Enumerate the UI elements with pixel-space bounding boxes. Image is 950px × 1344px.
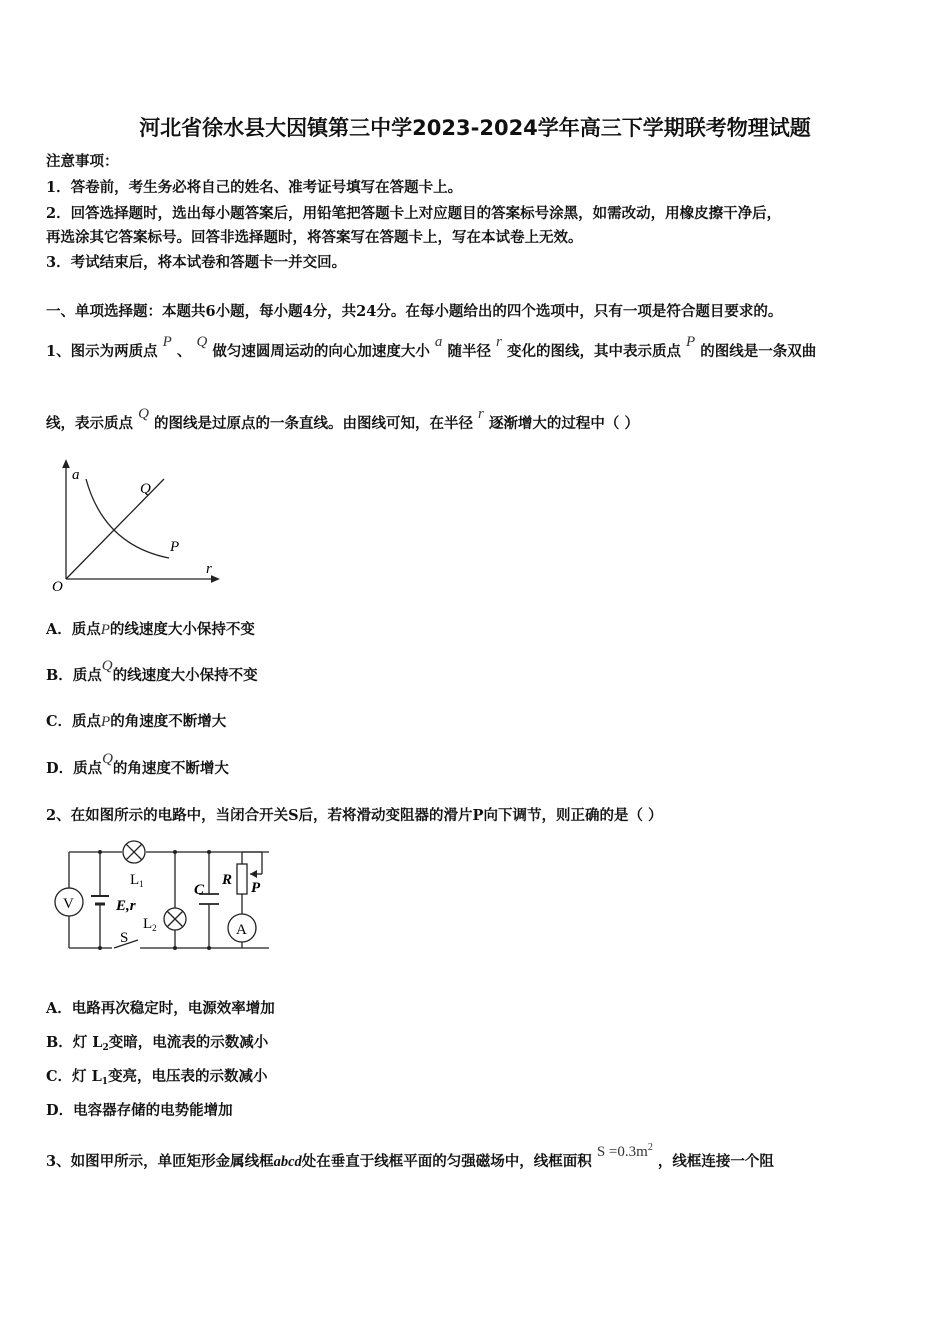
q2-option-c-sub: 1 [101, 1077, 109, 1087]
q1-option-b-var: Q [101, 658, 113, 674]
note-1: 1．答卷前，考生务必将自己的姓名、准考证号填写在答题卡上。 [46, 179, 463, 196]
section-heading: 一、单项选择题：本题共6小题，每小题4分，共24分。在每小题给出的四个选项中，只有一项是符合题目要求的。 [46, 303, 783, 320]
q1-text-8: 逐渐增大的过程中（ ） [488, 415, 639, 432]
q1-option-b-text: 的线速度大小保持不变 [112, 667, 258, 684]
q1-text-7: 的图线是过原点的一条直线。由图线可知，在半径 [153, 415, 473, 432]
q1-text-6: 线，表示质点 [46, 415, 133, 432]
q2-option-c-prefix: C．灯 L [46, 1068, 102, 1085]
q1-option-a-text: 的线速度大小保持不变 [109, 621, 255, 638]
switch-label: S [120, 930, 129, 946]
q1-line-1 [46, 334, 817, 362]
label-q: Q [140, 481, 151, 497]
q1-option-a[interactable] [46, 620, 255, 640]
q1-option-a-prefix: A．质点 [46, 621, 101, 638]
q3-formula: $S =0.3m^2$ [596, 1142, 653, 1160]
q2-stem: 2、在如图所示的电路中，当闭合开关S后，若将滑动变阻器的滑片P向下调节，则正确的是（ ） [46, 807, 663, 824]
q1-var-q2: Q [138, 406, 149, 422]
q2-option-a[interactable]: A．电路再次稳定时，电源效率增加 [46, 1000, 275, 1017]
q2-option-d[interactable]: D．电容器存储的电势能增加 [46, 1102, 233, 1119]
lamp1-label: $L_1$ [130, 872, 144, 889]
q1-option-d[interactable] [46, 751, 229, 779]
q2-option-b-text: 变暗，电流表的示数减小 [108, 1034, 269, 1051]
q1-option-c[interactable] [46, 712, 226, 732]
resistor-r [237, 864, 247, 894]
q1-option-d-prefix: D．质点 [46, 760, 103, 777]
q1-text-2: 做匀速圆周运动的向心加速度大小 [212, 343, 430, 360]
note-3: 3．考试结束后，将本试卷和答题卡一并交回。 [46, 254, 347, 271]
x-axis-label: r [206, 561, 212, 577]
q1-var-r2: r [478, 406, 484, 422]
q1-option-d-var: Q [102, 751, 113, 767]
ammeter-label: A [236, 922, 247, 938]
q2-option-c-text: 变亮，电压表的示数减小 [108, 1068, 268, 1085]
q1-option-d-text: 的角速度不断增大 [112, 760, 229, 777]
q2-option-c[interactable] [46, 1067, 268, 1089]
slider-label: P [251, 880, 261, 896]
q1-option-a-var: P [100, 622, 110, 638]
q1-text-5: 的图线是一条双曲 [700, 343, 817, 360]
q1-var-p: P [162, 334, 172, 350]
y-axis-label: a [72, 467, 80, 483]
q1-option-b[interactable] [46, 658, 258, 686]
q1-option-b-prefix: B．质点 [46, 667, 102, 684]
q1-option-c-var: P [101, 714, 111, 730]
resistor-label: R [222, 872, 233, 888]
capacitor-label: C [194, 882, 205, 898]
label-p: P [170, 539, 180, 555]
q1-var-a: a [434, 334, 443, 350]
notes-heading: 注意事项： [46, 153, 119, 170]
q1-sep: 、 [176, 343, 192, 360]
q2-option-b-sub: 2 [102, 1043, 109, 1053]
q1-text-4: 变化的图线，其中表示质点 [506, 343, 681, 360]
slider-arrow-icon [250, 870, 257, 878]
lamp2-label: $L_2$ [143, 916, 157, 933]
q1-text-1: 1、图示为两质点 [46, 343, 158, 360]
q3-stem [46, 1142, 774, 1172]
q3-text-3: ，线框连接一个阻 [657, 1153, 774, 1170]
page-title: 河北省徐水县大因镇第三中学2023-2024学年高三下学期联考物理试题 [139, 116, 811, 140]
q3-text-2: 处在垂直于线框平面的匀强磁场中，线框面积 [301, 1153, 592, 1170]
q2-option-b[interactable] [46, 1033, 268, 1055]
q1-line-2 [46, 406, 639, 434]
q1-var-p2: P [686, 334, 696, 350]
q1-var-q: Q [196, 334, 208, 350]
q3-abcd: abcd [273, 1154, 302, 1170]
source-label: E,r [116, 898, 136, 914]
voltmeter-label: V [63, 896, 74, 912]
q2-option-b-prefix: B．灯 L [46, 1034, 103, 1051]
q1-var-r: r [496, 334, 502, 350]
q3-text-1: 3、如图甲所示，单匝矩形金属线框 [46, 1153, 274, 1170]
note-2b: 再选涂其它答案标号。回答非选择题时，将答案写在答题卡上，写在本试卷上无效。 [46, 229, 583, 246]
q1-graph [44, 455, 234, 600]
origin-label: O [52, 579, 63, 595]
q1-text-3: 随半径 [447, 343, 491, 360]
q1-option-c-prefix: C．质点 [46, 713, 102, 730]
q2-circuit [44, 838, 284, 958]
note-2a: 2．回答选择题时，选出每小题答案后，用铅笔把答题卡上对应题目的答案标号涂黑，如需改动，用橡皮擦干净后， [46, 205, 782, 222]
q1-option-c-text: 的角速度不断增大 [110, 713, 227, 730]
